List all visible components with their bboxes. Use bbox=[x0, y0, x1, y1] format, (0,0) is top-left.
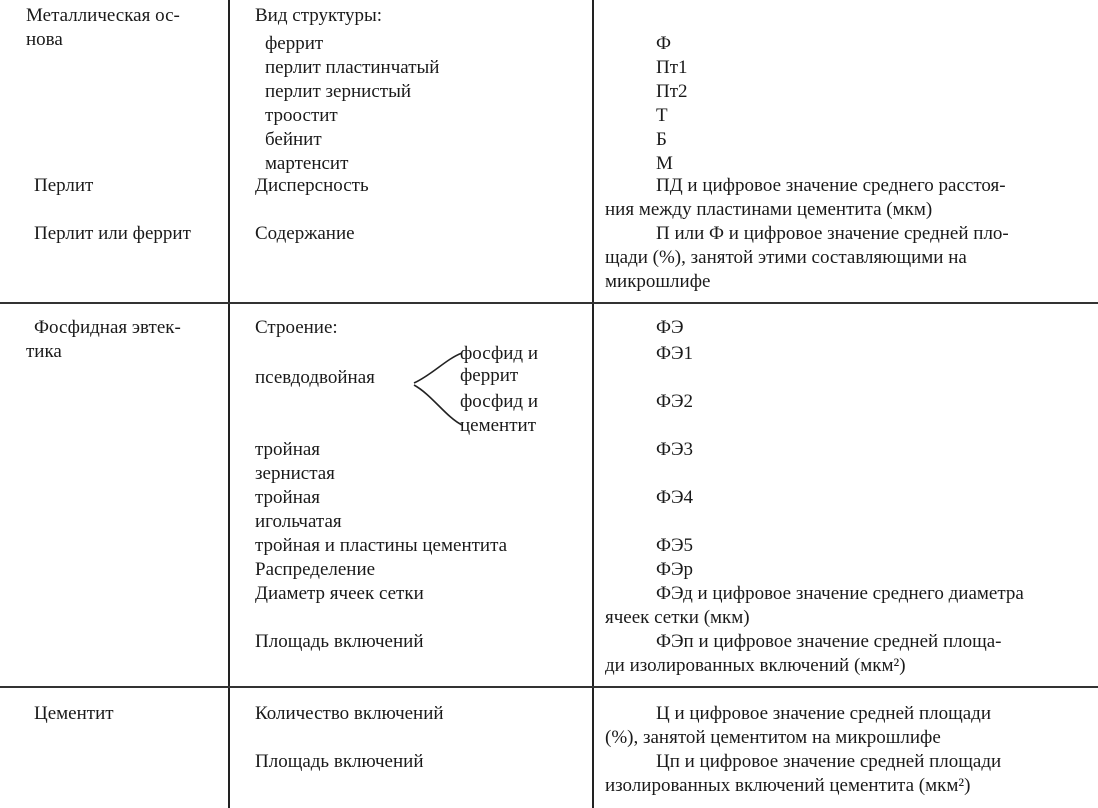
section-label: Цементит bbox=[34, 703, 114, 724]
row-divider-2 bbox=[0, 686, 1098, 688]
structure-item: феррит bbox=[265, 33, 324, 54]
row-label: Перлит bbox=[34, 175, 94, 196]
parameter-label: Дисперсность bbox=[255, 175, 369, 196]
structure-item: тройная bbox=[255, 487, 321, 508]
structure-item: игольчатая bbox=[255, 511, 342, 532]
structure-item: мартенсит bbox=[265, 153, 349, 174]
designation-text: (%), занятой цементитом на микрошлифе bbox=[605, 727, 941, 748]
branch-label: фосфид и bbox=[460, 343, 539, 364]
designation: Ф bbox=[656, 33, 672, 54]
designation: ФЭ1 bbox=[656, 343, 694, 364]
section-label: нова bbox=[26, 29, 63, 50]
designation: Т bbox=[656, 105, 668, 126]
designation: ФЭ3 bbox=[656, 439, 694, 460]
designation-text: П или Ф и цифровое значение средней пло- bbox=[656, 223, 1009, 244]
row-label: Перлит или феррит bbox=[34, 223, 191, 244]
designation-text: ФЭп и цифровое значение средней площа- bbox=[656, 631, 1002, 652]
designation-text: Ц и цифровое значение средней площади bbox=[656, 703, 991, 724]
branch-bracket bbox=[410, 345, 466, 435]
structure-item: псевдодвойная bbox=[255, 367, 375, 388]
row-divider-1 bbox=[0, 302, 1098, 304]
parameter-label: Площадь включений bbox=[255, 631, 424, 652]
parameter-label: Строение: bbox=[255, 317, 338, 338]
parameter-label: Распределение bbox=[255, 559, 376, 580]
parameter-label: Содержание bbox=[255, 223, 355, 244]
designation-text: изолированных включений цементита (мкм²) bbox=[605, 775, 971, 796]
designation: ФЭ4 bbox=[656, 487, 694, 508]
designation: ФЭ5 bbox=[656, 535, 694, 556]
designation-text: Цп и цифровое значение средней площади bbox=[656, 751, 1002, 772]
designation-text: ния между пластинами цементита (мкм) bbox=[605, 199, 933, 220]
structure-item: тройная bbox=[255, 439, 321, 460]
designation-text: ди изолированных включений (мкм²) bbox=[605, 655, 906, 676]
structure-header: Вид структуры: bbox=[255, 5, 383, 26]
designation-text: ячеек сетки (мкм) bbox=[605, 607, 750, 628]
structure-item: зернистая bbox=[255, 463, 335, 484]
branch-label: цементит bbox=[460, 415, 536, 436]
designation: ФЭ bbox=[656, 317, 684, 338]
designation-text: ПД и цифровое значение среднего расстоя- bbox=[656, 175, 1006, 196]
parameter-label: Диаметр ячеек сетки bbox=[255, 583, 424, 604]
designation: ФЭ2 bbox=[656, 391, 694, 412]
section-label: тика bbox=[26, 341, 62, 362]
designation: Б bbox=[656, 129, 667, 150]
section-label: Металлическая ос- bbox=[26, 5, 180, 26]
structure-item: перлит зернистый bbox=[265, 81, 411, 102]
branch-label: феррит bbox=[460, 365, 519, 386]
designation-text: микрошлифе bbox=[605, 271, 711, 292]
branch-label: фосфид и bbox=[460, 391, 539, 412]
parameter-label: Количество включений bbox=[255, 703, 444, 724]
structure-item: перлит пластинчатый bbox=[265, 57, 440, 78]
structure-item: бейнит bbox=[265, 129, 322, 150]
structure-item: троостит bbox=[265, 105, 338, 126]
section-label: Фосфидная эвтек- bbox=[34, 317, 181, 338]
designation-text: щади (%), занятой этими составляющими на bbox=[605, 247, 967, 268]
designation: ФЭр bbox=[656, 559, 694, 580]
designation: Пт2 bbox=[656, 81, 688, 102]
designation: М bbox=[656, 153, 673, 174]
designation: Пт1 bbox=[656, 57, 688, 78]
parameter-label: Площадь включений bbox=[255, 751, 424, 772]
structure-item: тройная и пластины цементита bbox=[255, 535, 508, 556]
designation-text: ФЭд и цифровое значение среднего диаметра bbox=[656, 583, 1024, 604]
